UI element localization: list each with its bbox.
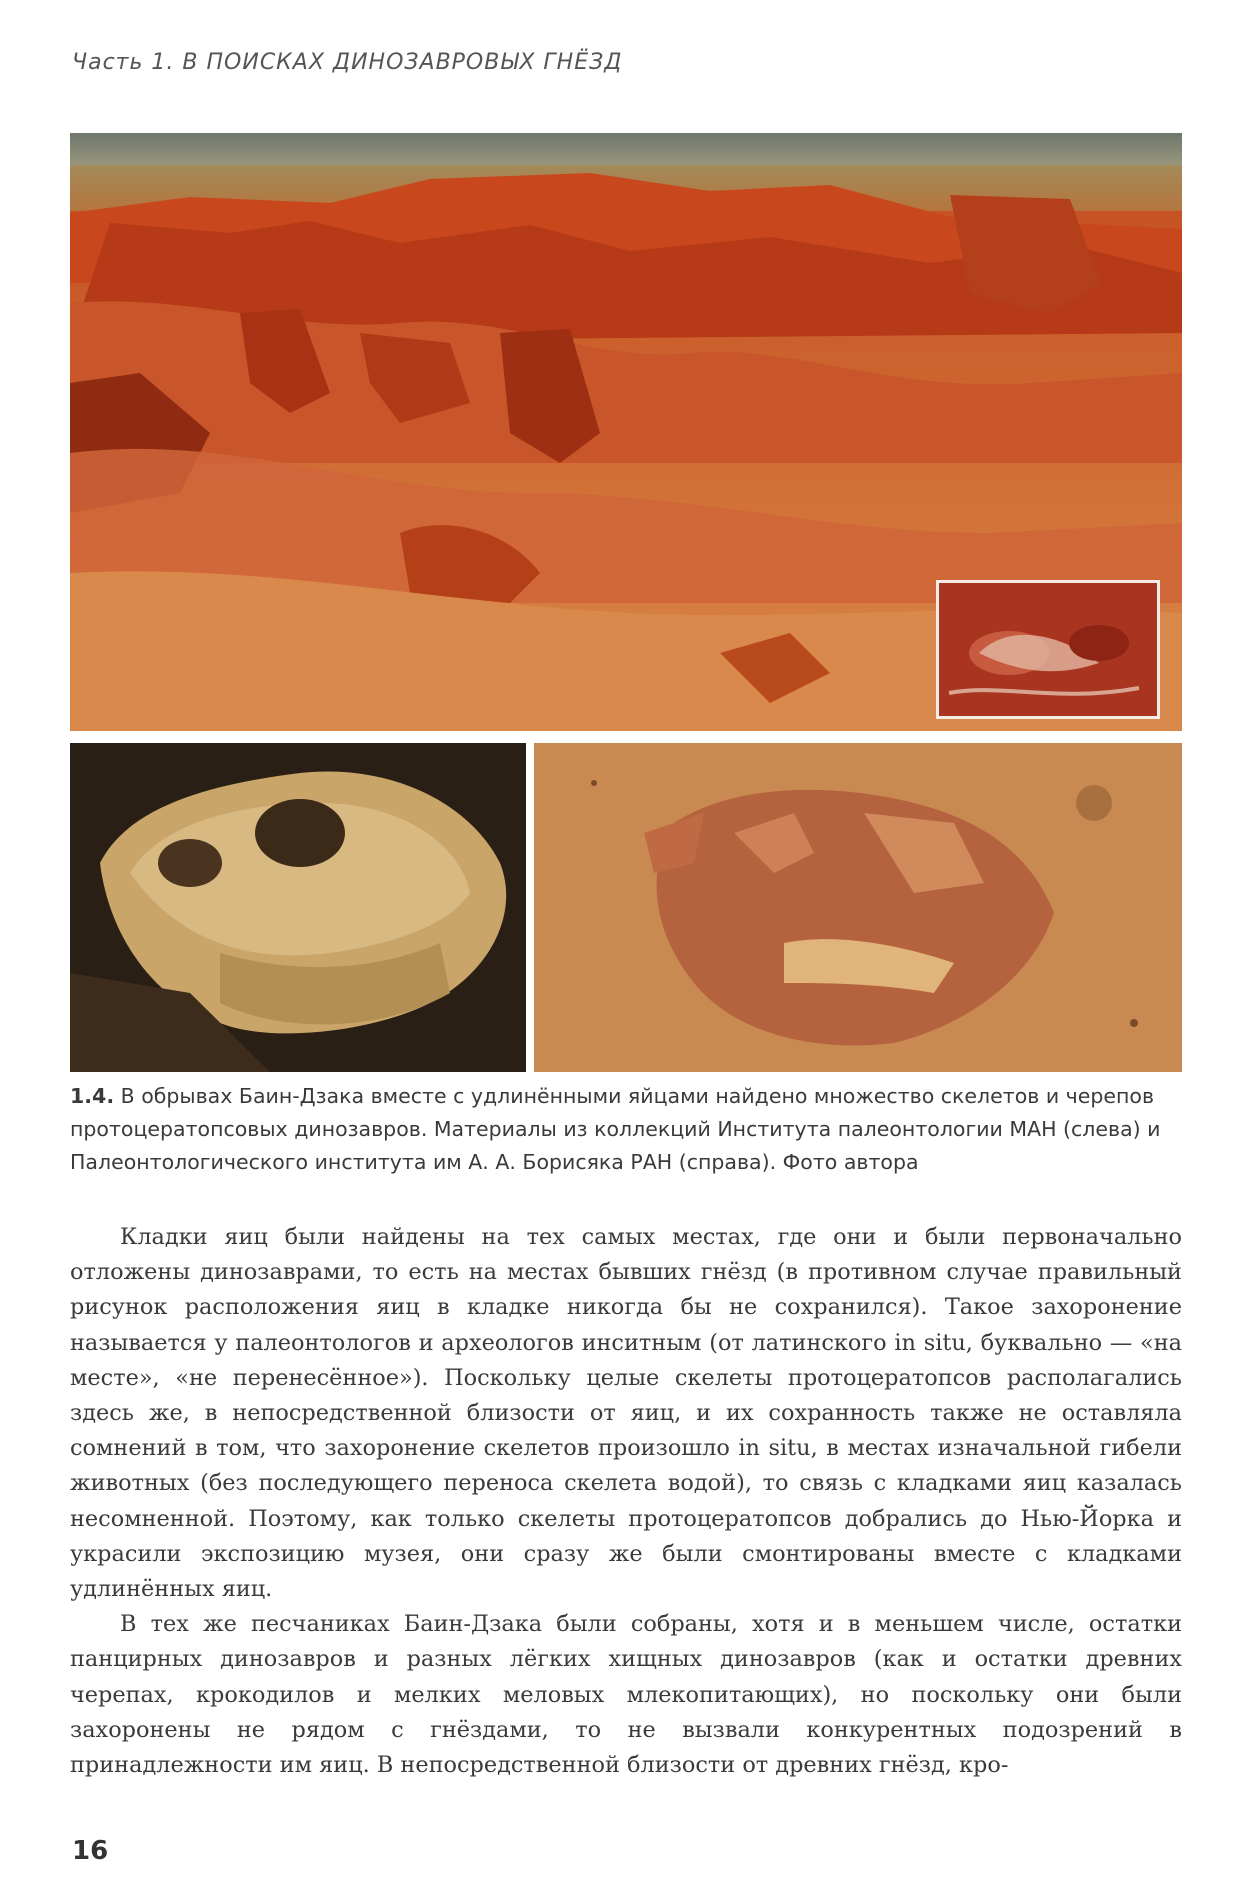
main-text	[70, 1220, 1182, 1783]
paragraph: В тех же песчаниках Баин-Дзака были собраны, хотя и в меньшем числе, остатки панцирных динозавров и разных лёгких хищных динозавров (как и остатки древних черепах, крокодилов и мелких меловых млекопитающих), но поскольку они были захоронены не рядом с гнёздами, то не вызвали конкурентных подозрений в принадлежности им яиц. В непосредственной близости от древних гнёзд, кро-	[70, 1611, 1182, 1779]
inset-photo-frame	[936, 580, 1160, 719]
figure-number: 1.4.	[70, 1084, 115, 1108]
photo-skull-left	[70, 743, 526, 1072]
paragraph: Кладки яиц были найдены на тех самых местах, где они и были первоначально отложены динозаврами, то есть на местах бывших гнёзд (в противном случае правильный рисунок расположения яиц в кладке никогда бы не сохранился). Такое захоронение называется у палеонтологов и археологов инситным (от латинского in situ, буквально — «на месте», «не перенесённое»). Поскольку целые скелеты протоцератопсов располагались здесь же, в непосредственной близости от яиц, и их сохранность также не оставляла сомнений в том, что захоронение скелетов произошло in situ, в местах изначальной гибели животных (без последующего переноса скелета водой), то связь с кладками яиц казалась несомненной. Поэтому, как только скелеты протоцератопсов добрались до Нью-Йорка и украсили экспозицию музея, они сразу же были смонтированы вместе с кладками удлинённых яиц.	[70, 1224, 1182, 1603]
figure-caption	[70, 1080, 1182, 1179]
page-number: 16	[72, 1836, 109, 1866]
photo-skull-right	[534, 743, 1182, 1072]
figure-caption-text: В обрывах Баин-Дзака вместе с удлинёнными яйцами найдено множество скелетов и черепов протоцератопсовых динозавров. Материалы из коллекций Института палеонтологии МАН (слева) и Палеонтологического института им А. А. Борисяка РАН (справа). Фото автора	[70, 1084, 1161, 1174]
running-head: Часть 1. В ПОИСКАХ ДИНОЗАВРОВЫХ ГНЁЗД	[72, 50, 623, 75]
photo-bayn-dzak-cliffs	[70, 133, 1182, 731]
skull-right-illustration	[534, 743, 1182, 1072]
inset-egg-clutch-illustration	[939, 583, 1157, 716]
skull-left-illustration	[70, 743, 526, 1072]
